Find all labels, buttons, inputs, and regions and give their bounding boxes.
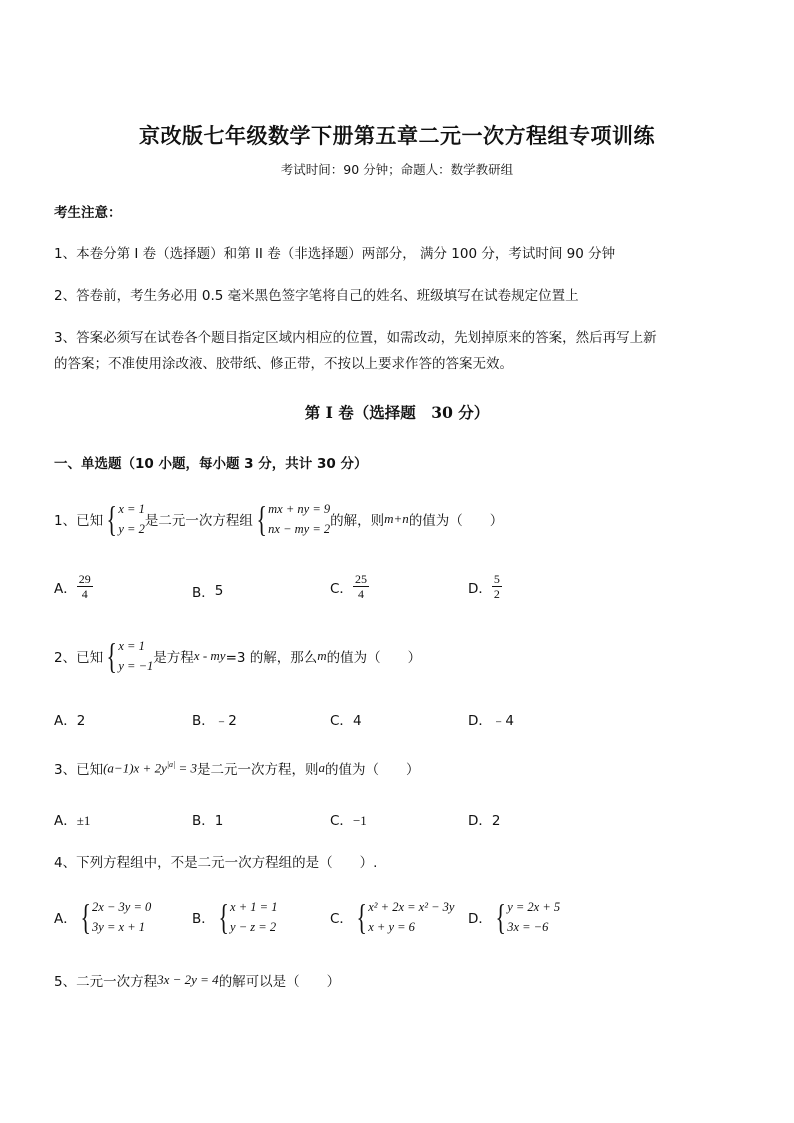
q3-option-d[interactable]: D．2 — [468, 813, 501, 829]
q1-mid2: 的解，则 — [330, 513, 385, 529]
q5-prefix: 5、二元一次方程 — [54, 974, 158, 990]
option-label: B． — [192, 585, 215, 601]
notice-item-3: 3、答案必须写在试卷各个题目指定区域内相应的位置，如需改动，先划掉原来的答案，然后再写上新 — [54, 330, 657, 346]
q2-solution-system — [103, 636, 153, 676]
equation-system: { x² + 2x = x² − 3y x + y = 6 — [356, 897, 455, 937]
question-3 — [54, 758, 420, 778]
option-value: 5 — [214, 583, 224, 599]
brace-icon: { — [106, 636, 117, 676]
q2-prefix: 2、已知 — [54, 650, 104, 666]
notice-item-1: 1、本卷分第 I 卷（选择题）和第 II 卷（非选择题）两部分， 满分 100 分，考试时间 90 分钟 — [54, 246, 616, 262]
option-label: A． — [54, 911, 77, 927]
equation-system: { x + 1 = 1 y − z = 2 — [218, 897, 278, 937]
exam-info: 考试时间：90 分钟；命题人：数学教研组 — [280, 162, 514, 177]
q4-option-a[interactable] — [54, 897, 151, 937]
q4-option-d[interactable] — [468, 897, 560, 937]
option-label: C． — [330, 580, 353, 597]
q1-equation-system — [253, 499, 330, 539]
q3-mid: 是二元一次方程，则 — [197, 762, 319, 778]
question-4: 4、下列方程组中，不是二元一次方程组的是（ ）. — [54, 855, 378, 871]
q1-option-a[interactable] — [54, 572, 93, 601]
fraction: $\frac{29}{4}$ — [78, 572, 91, 601]
q4-option-c[interactable] — [330, 897, 454, 937]
q3-expr: $(a-1)x + 2y^{|a|} = 3$ — [103, 759, 198, 776]
option-label: D． — [468, 580, 492, 597]
brace-icon: { — [106, 499, 117, 539]
q2-mid2: =3 的解，那么 — [225, 650, 318, 666]
q3-option-b[interactable]: B．1 — [192, 813, 224, 829]
option-label: B． — [192, 911, 215, 927]
q3-var: a — [318, 760, 326, 775]
q2-option-a[interactable]: A．2 — [54, 713, 86, 729]
brace-icon: { — [256, 499, 267, 539]
question-2 — [54, 636, 421, 676]
part-title: 一、单选题（10 小题，每小题 3 分，共计 30 分） — [54, 456, 368, 472]
q1-mid: 是二元一次方程组 — [144, 513, 253, 529]
q2-option-d[interactable]: D．﹣4 — [468, 713, 514, 729]
question-5 — [54, 970, 340, 990]
q2-mid: 是方程 — [153, 650, 194, 666]
q3-option-c[interactable]: C．−1 — [330, 813, 367, 829]
q1-option-c[interactable] — [330, 572, 369, 601]
q2-option-c[interactable]: C．4 — [330, 713, 362, 729]
q5-expr: 3x − 2y = 4 — [157, 972, 219, 987]
q1-option-b[interactable] — [192, 581, 223, 601]
brace-icon: { — [356, 897, 367, 937]
q1-sys1-line1: x = 1 — [118, 502, 145, 516]
equation-system: { y = 2x + 5 3x = −6 — [495, 897, 561, 937]
q3-suffix: 的值为（ ） — [325, 762, 420, 778]
fraction: $\frac{25}{4}$ — [354, 572, 367, 601]
q2-sys-line2: y = −1 — [118, 659, 154, 673]
equation-system: { 2x − 3y = 0 3y = x + 1 — [80, 897, 152, 937]
q2-expr: x - my — [193, 648, 226, 663]
section-title: 第 I 卷（选择题 30 分） — [304, 403, 490, 422]
q2-suffix: 的值为（ ） — [326, 650, 422, 666]
q1-sys1-line2: y = 2 — [118, 522, 145, 536]
q1-solution-system — [103, 499, 145, 539]
q2-option-b[interactable]: B．﹣2 — [192, 713, 237, 729]
q1-sys2-line1: mx + ny = 9 — [268, 502, 331, 516]
q1-sys2-line2: nx − my = 2 — [268, 522, 331, 536]
q2-sys-line1: x = 1 — [118, 639, 145, 653]
q5-suffix: 的解可以是（ ） — [218, 974, 341, 990]
notice-item-2: 2、答卷前，考生务必用 0.5 毫米黑色签字笔将自己的姓名、班级填写在试卷规定位置上 — [54, 288, 579, 304]
brace-icon: { — [218, 897, 229, 937]
q1-expr: m+n — [384, 511, 409, 526]
q1-prefix: 1、已知 — [54, 513, 104, 529]
notice-heading: 考生注意： — [54, 205, 122, 221]
option-label: C． — [330, 911, 353, 927]
q1-option-d[interactable] — [468, 572, 502, 601]
q1-suffix: 的值为（ ） — [408, 513, 504, 529]
notice-item-3-cont: 的答案；不准使用涂改液、胶带纸、修正带，不按以上要求作答的答案无效。 — [54, 356, 513, 372]
q2-var: m — [317, 648, 327, 663]
fraction: $\frac{5}{2}$ — [493, 572, 500, 601]
option-label: D． — [468, 911, 492, 927]
question-1 — [54, 499, 503, 539]
option-label: A． — [54, 580, 77, 597]
q3-option-a[interactable]: A．±1 — [54, 813, 91, 829]
q3-prefix: 3、已知 — [54, 762, 104, 778]
q4-option-b[interactable] — [192, 897, 277, 937]
page-title: 京改版七年级数学下册第五章二元一次方程组专项训练 — [139, 123, 655, 148]
brace-icon: { — [495, 897, 506, 937]
brace-icon: { — [80, 897, 91, 937]
